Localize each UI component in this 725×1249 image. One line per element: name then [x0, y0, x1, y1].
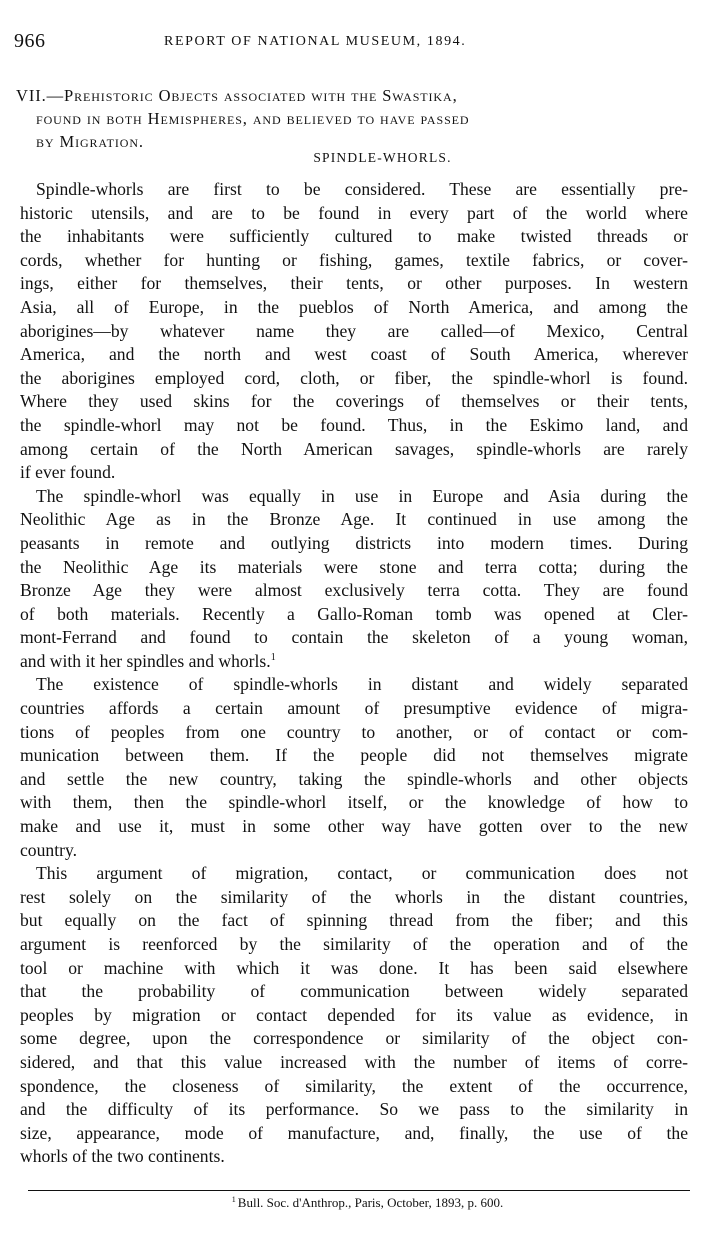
text-line: and with it her spindles and whorls. [20, 650, 271, 671]
text-line: tions of peoples from one country to another, or of contact or com- [20, 721, 688, 742]
text-line: Neolithic Age as in the Bronze Age. It continued in use among the [20, 509, 688, 530]
subheading: SPINDLE-WHORLS. [313, 150, 452, 165]
text-line: sidered, and that this value increased with the number of items of corre- [20, 1051, 688, 1072]
text-line: and the difficulty of its performance. So we pass to the similarity in [20, 1099, 688, 1120]
text-line: but equally on the fact of spinning thread from the fiber; and this [20, 910, 688, 931]
text-line: cords, whether for hunting or fishing, games, textile fabrics, or cover- [20, 249, 688, 270]
text-line: ings, either for themselves, their tents, or other purposes. In western [20, 273, 688, 294]
text-line: mont-Ferrand and found to contain the skeleton of a young woman, [20, 627, 688, 648]
text-line: make and use it, must in some other way have gotten over to the new [20, 816, 688, 837]
section-title-line: VII.—Prehistoric Objects associated with the Swastika, [16, 86, 458, 105]
running-head [14, 30, 704, 54]
text-line: size, appearance, mode of manufacture, and, finally, the use of the [20, 1122, 688, 1143]
text-line: of both materials. Recently a Gallo-Roman tomb was opened at Cler- [20, 603, 688, 624]
text-line: America, and the north and west coast of South America, wherever [20, 344, 688, 365]
text-line: if ever found. [20, 462, 116, 483]
section-title-line: by Migration. [36, 132, 144, 151]
body-text [20, 178, 688, 1169]
running-head-title: REPORT OF NATIONAL MUSEUM, 1894. [164, 34, 467, 49]
text-line: Bronze Age they were almost exclusively terra cotta. They are found [20, 580, 688, 601]
text-line: aborigines—by whatever name they are called—of Mexico, Central [20, 320, 688, 341]
text-line: spondence, the closeness of similarity, the extent of the occurrence, [20, 1075, 688, 1096]
text-line: countries affords a certain amount of presumptive evidence of migra- [20, 698, 688, 719]
text-line: Asia, all of Europe, in the pueblos of North America, and among the [20, 296, 688, 317]
text-line: argument is reenforced by the similarity of the operation and of the [20, 934, 688, 954]
text-line: peoples by migration or contact depended for its value as evidence, in [20, 1004, 688, 1025]
page-number: 966 [14, 30, 46, 52]
text-line: the inhabitants were sufficiently cultured to make twisted threads or [20, 226, 688, 247]
text-line: some degree, upon the correspondence or similarity of the object con- [20, 1028, 688, 1049]
text-line: The spindle-whorl was equally in use in Europe and Asia during the [36, 485, 688, 506]
footnote-divider [28, 1190, 690, 1191]
text-line: historic utensils, and are to be found in every part of the world where [20, 202, 688, 223]
text-line: with them, then the spindle-whorl itself, or the knowledge of how to [20, 792, 688, 813]
text-line-with-footnote [20, 650, 688, 674]
paragraph [20, 178, 688, 485]
section-title [16, 84, 686, 153]
text-line: the aborigines employed cord, cloth, or fiber, the spindle-whorl is found. [20, 367, 688, 388]
text-line: whorls of the two continents. [20, 1146, 225, 1167]
text-line: The existence of spindle-whorls in distant and widely separated [36, 674, 688, 695]
text-line: tool or machine with which it was done. It has been said elsewhere [20, 957, 688, 978]
text-line: country. [20, 839, 77, 860]
footnote [0, 1195, 725, 1211]
text-line: Spindle-whorls are first to be considered. These are essentially pre- [36, 179, 688, 199]
section-title-line: found in both Hemispheres, and believed to have passed [36, 109, 470, 128]
text-line: the spindle-whorl may not be found. Thus, in the Eskimo land, and [20, 414, 688, 435]
paragraph [20, 485, 688, 674]
text-line: munication between them. If the people did not themselves migrate [20, 745, 688, 766]
text-line: peasants in remote and outlying districts into modern times. During [20, 532, 688, 553]
text-line: that the probability of communication between widely separated [20, 981, 688, 1002]
footnote-text: Bull. Soc. d'Anthrop., Paris, October, 1893, p. 600. [237, 1195, 504, 1210]
footnote-number: 1 [231, 1194, 236, 1204]
text-line: and settle the new country, taking the spindle-whorls and other objects [20, 768, 688, 789]
paragraph [20, 862, 688, 1169]
text-line: Where they used skins for the coverings of themselves or their tents, [20, 391, 688, 412]
paragraph [20, 673, 688, 862]
text-line: the Neolithic Age its materials were stone and terra cotta; during the [20, 556, 688, 577]
text-line: rest solely on the similarity of the whorls in the distant countries, [20, 886, 688, 907]
text-line: This argument of migration, contact, or communication does not [36, 863, 688, 884]
footnote-reference[interactable]: 1 [270, 652, 276, 664]
text-line: among certain of the North American savages, spindle-whorls are rarely [20, 438, 688, 459]
